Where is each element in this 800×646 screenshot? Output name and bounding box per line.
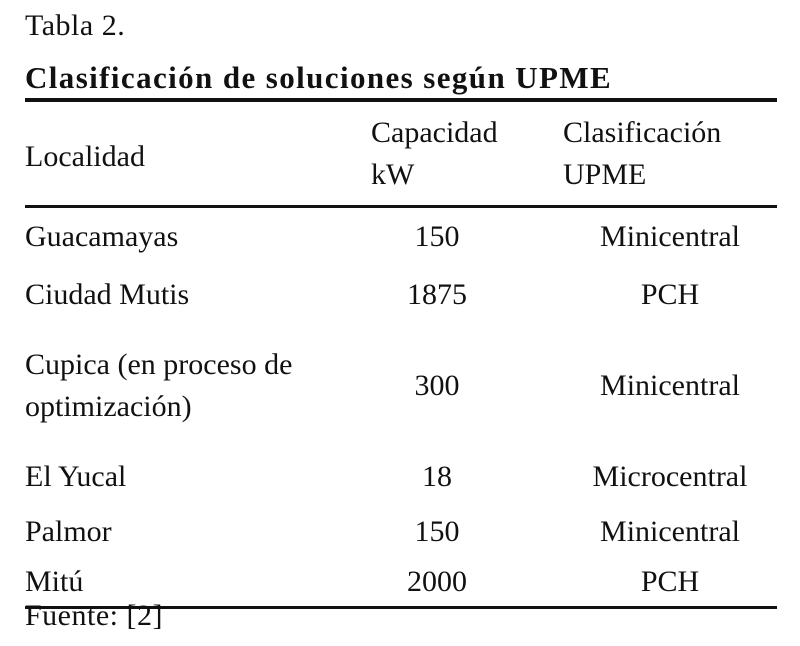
table-row bbox=[25, 324, 777, 448]
cell-localidad: Palmor bbox=[25, 515, 112, 548]
source-note: Fuente: [2] bbox=[25, 599, 163, 632]
header-clasificacion: Clasificación UPME bbox=[563, 103, 777, 207]
table-title: Clasificación de soluciones según UPME bbox=[25, 60, 613, 95]
table-top-rule bbox=[25, 98, 777, 102]
header-localidad: Localidad bbox=[25, 103, 371, 207]
table-label: Tabla 2. bbox=[25, 9, 126, 42]
table-row bbox=[25, 207, 777, 267]
cell-clasificacion: Minicentral bbox=[600, 220, 740, 253]
cell-capacidad: 300 bbox=[414, 369, 460, 402]
cell-capacidad: 1875 bbox=[407, 278, 467, 311]
cell-localidad: Guacamayas bbox=[25, 220, 179, 253]
cell-clasificacion: Minicentral bbox=[600, 515, 740, 548]
cell-localidad: Ciudad Mutis bbox=[25, 278, 190, 311]
cell-capacidad: 2000 bbox=[371, 558, 563, 608]
table-header-row bbox=[25, 103, 777, 207]
cell-capacidad: 18 bbox=[422, 460, 452, 493]
document bbox=[25, 6, 777, 632]
classification-table bbox=[25, 103, 777, 609]
table-row bbox=[25, 266, 777, 324]
cell-capacidad: 150 bbox=[414, 515, 460, 548]
table-row bbox=[25, 448, 777, 506]
cell-clasificacion: PCH bbox=[563, 558, 777, 608]
cell-localidad: Cupica (en proceso de optimización) bbox=[25, 348, 293, 423]
cell-clasificacion: PCH bbox=[640, 278, 700, 311]
table-row bbox=[25, 506, 777, 558]
cell-capacidad: 150 bbox=[414, 220, 460, 253]
cell-clasificacion: Microcentral bbox=[592, 460, 748, 493]
cell-localidad: Mitú bbox=[25, 558, 371, 608]
header-capacidad: Capacidad kW bbox=[371, 103, 563, 207]
cell-localidad: El Yucal bbox=[25, 460, 127, 493]
cell-clasificacion: Minicentral bbox=[600, 369, 740, 402]
